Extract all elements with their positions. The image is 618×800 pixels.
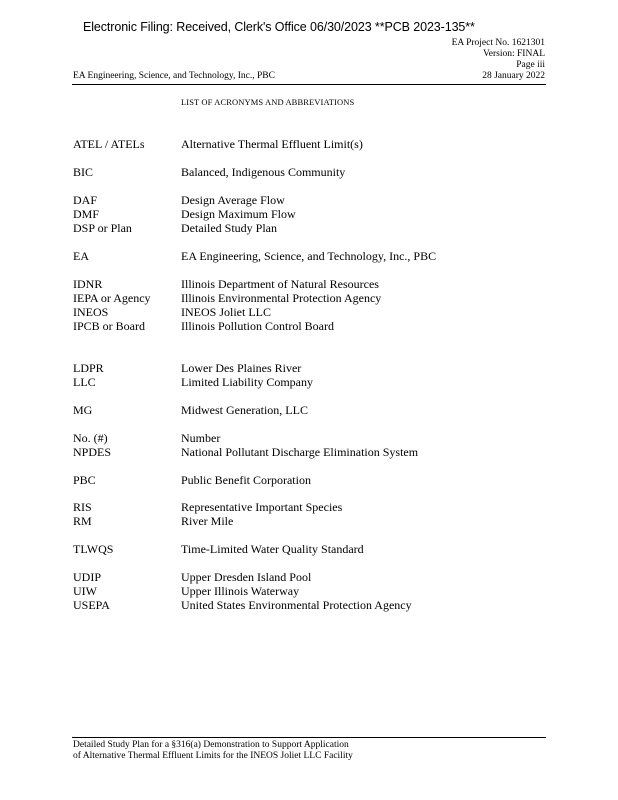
acronym-definition: Upper Illinois Waterway: [181, 584, 300, 598]
header-divider: [72, 84, 546, 85]
acronym-definition: National Pollutant Discharge Elimination System: [181, 445, 419, 459]
acronym-group: [73, 165, 543, 179]
footer: [73, 740, 353, 762]
acronym-group: [73, 403, 543, 417]
acronym-abbreviation: UDIP: [73, 570, 102, 584]
acronym-row: [73, 375, 543, 389]
acronym-abbreviation: DSP or Plan: [73, 221, 132, 235]
acronym-abbreviation: IEPA or Agency: [73, 291, 151, 305]
acronym-definition: Representative Important Species: [181, 500, 343, 514]
acronym-definition: Illinois Department of Natural Resources: [181, 277, 379, 291]
acronym-row: [73, 193, 543, 207]
acronym-abbreviation: LLC: [73, 375, 96, 389]
acronym-group: [73, 570, 543, 612]
acronym-row: [73, 542, 543, 556]
acronym-row: [73, 249, 543, 263]
acronym-definition: Detailed Study Plan: [181, 221, 277, 235]
acronym-definition: INEOS Joliet LLC: [181, 305, 271, 319]
acronym-definition: Time-Limited Water Quality Standard: [181, 542, 364, 556]
acronym-abbreviation: LDPR: [73, 361, 104, 375]
footer-line-1: Detailed Study Plan for a §316(a) Demonstration to Support Application: [73, 740, 349, 750]
acronym-row: [73, 473, 543, 487]
acronym-row: [73, 403, 543, 417]
acronym-abbreviation: IPCB or Board: [73, 319, 145, 333]
acronym-definition: Illinois Pollution Control Board: [181, 319, 335, 333]
acronym-abbreviation: EA: [73, 249, 89, 263]
acronym-definition: Design Average Flow: [181, 193, 285, 207]
acronym-definition: Midwest Generation, LLC: [181, 403, 308, 417]
acronym-abbreviation: DAF: [73, 193, 98, 207]
acronym-row: [73, 221, 543, 235]
page-number: Page iii: [516, 60, 545, 70]
acronym-row: [73, 445, 543, 459]
acronym-group: [73, 361, 543, 389]
acronym-group: [73, 431, 543, 459]
document-date: 28 January 2022: [482, 71, 545, 81]
acronym-definition: Number: [181, 431, 221, 445]
acronym-definition: Limited Liability Company: [181, 375, 313, 389]
footer-divider: [72, 737, 546, 738]
project-number: EA Project No. 1621301: [451, 38, 545, 48]
acronym-group: [73, 193, 543, 235]
acronym-group: [73, 500, 543, 528]
acronym-row: [73, 291, 543, 305]
acronym-row: [73, 584, 543, 598]
acronym-definition: Alternative Thermal Effluent Limit(s): [181, 137, 363, 151]
filing-stamp: Electronic Filing: Received, Clerk's Office 06/30/2023 **PCB 2023-135**: [83, 20, 475, 34]
acronym-group: [73, 137, 543, 151]
acronym-definition: United States Environmental Protection Agency: [181, 598, 412, 612]
version: Version: FINAL: [482, 49, 545, 59]
acronym-abbreviation: USEPA: [73, 598, 110, 612]
acronym-row: [73, 305, 543, 319]
acronym-list: [73, 123, 543, 612]
acronym-row: [73, 319, 543, 333]
acronym-row: [73, 500, 543, 514]
acronym-abbreviation: IDNR: [73, 277, 103, 291]
acronym-abbreviation: RIS: [73, 500, 92, 514]
acronym-row: [73, 431, 543, 445]
acronym-abbreviation: DMF: [73, 207, 100, 221]
acronym-abbreviation: ATEL / ATELs: [73, 137, 145, 151]
company-name: EA Engineering, Science, and Technology, Inc., PBC: [73, 71, 275, 81]
acronym-abbreviation: INEOS: [73, 305, 109, 319]
acronym-abbreviation: MG: [73, 403, 93, 417]
acronym-group: [73, 249, 543, 263]
acronym-row: [73, 277, 543, 291]
acronym-abbreviation: BIC: [73, 165, 94, 179]
acronym-row: [73, 165, 543, 179]
acronym-group: [73, 473, 543, 487]
header-right-block: [452, 38, 545, 82]
acronym-abbreviation: UIW: [73, 584, 97, 598]
acronym-definition: River Mile: [181, 514, 234, 528]
acronym-definition: EA Engineering, Science, and Technology, Inc., PBC: [181, 249, 437, 263]
acronym-definition: Upper Dresden Island Pool: [181, 570, 312, 584]
acronym-row: [73, 137, 543, 151]
acronym-row: [73, 570, 543, 584]
acronym-abbreviation: RM: [73, 514, 92, 528]
acronym-group: [73, 277, 543, 333]
footer-line-2: of Alternative Thermal Effluent Limits for the INEOS Joliet LLC Facility: [73, 751, 353, 761]
acronym-abbreviation: No. (#): [73, 431, 108, 445]
acronym-row: [73, 514, 543, 528]
acronym-row: [73, 207, 543, 221]
acronym-abbreviation: TLWQS: [73, 542, 114, 556]
acronym-abbreviation: PBC: [73, 473, 96, 487]
acronym-row: [73, 361, 543, 375]
acronym-abbreviation: NPDES: [73, 445, 112, 459]
acronym-group: [73, 542, 543, 556]
acronym-definition: Illinois Environmental Protection Agency: [181, 291, 382, 305]
page-title: LIST OF ACRONYMS AND ABBREVIATIONS: [181, 97, 355, 107]
acronym-definition: Public Benefit Corporation: [181, 473, 311, 487]
acronym-definition: Design Maximum Flow: [181, 207, 296, 221]
acronym-definition: Balanced, Indigenous Community: [181, 165, 346, 179]
acronym-row: [73, 598, 543, 612]
acronym-definition: Lower Des Plaines River: [181, 361, 302, 375]
